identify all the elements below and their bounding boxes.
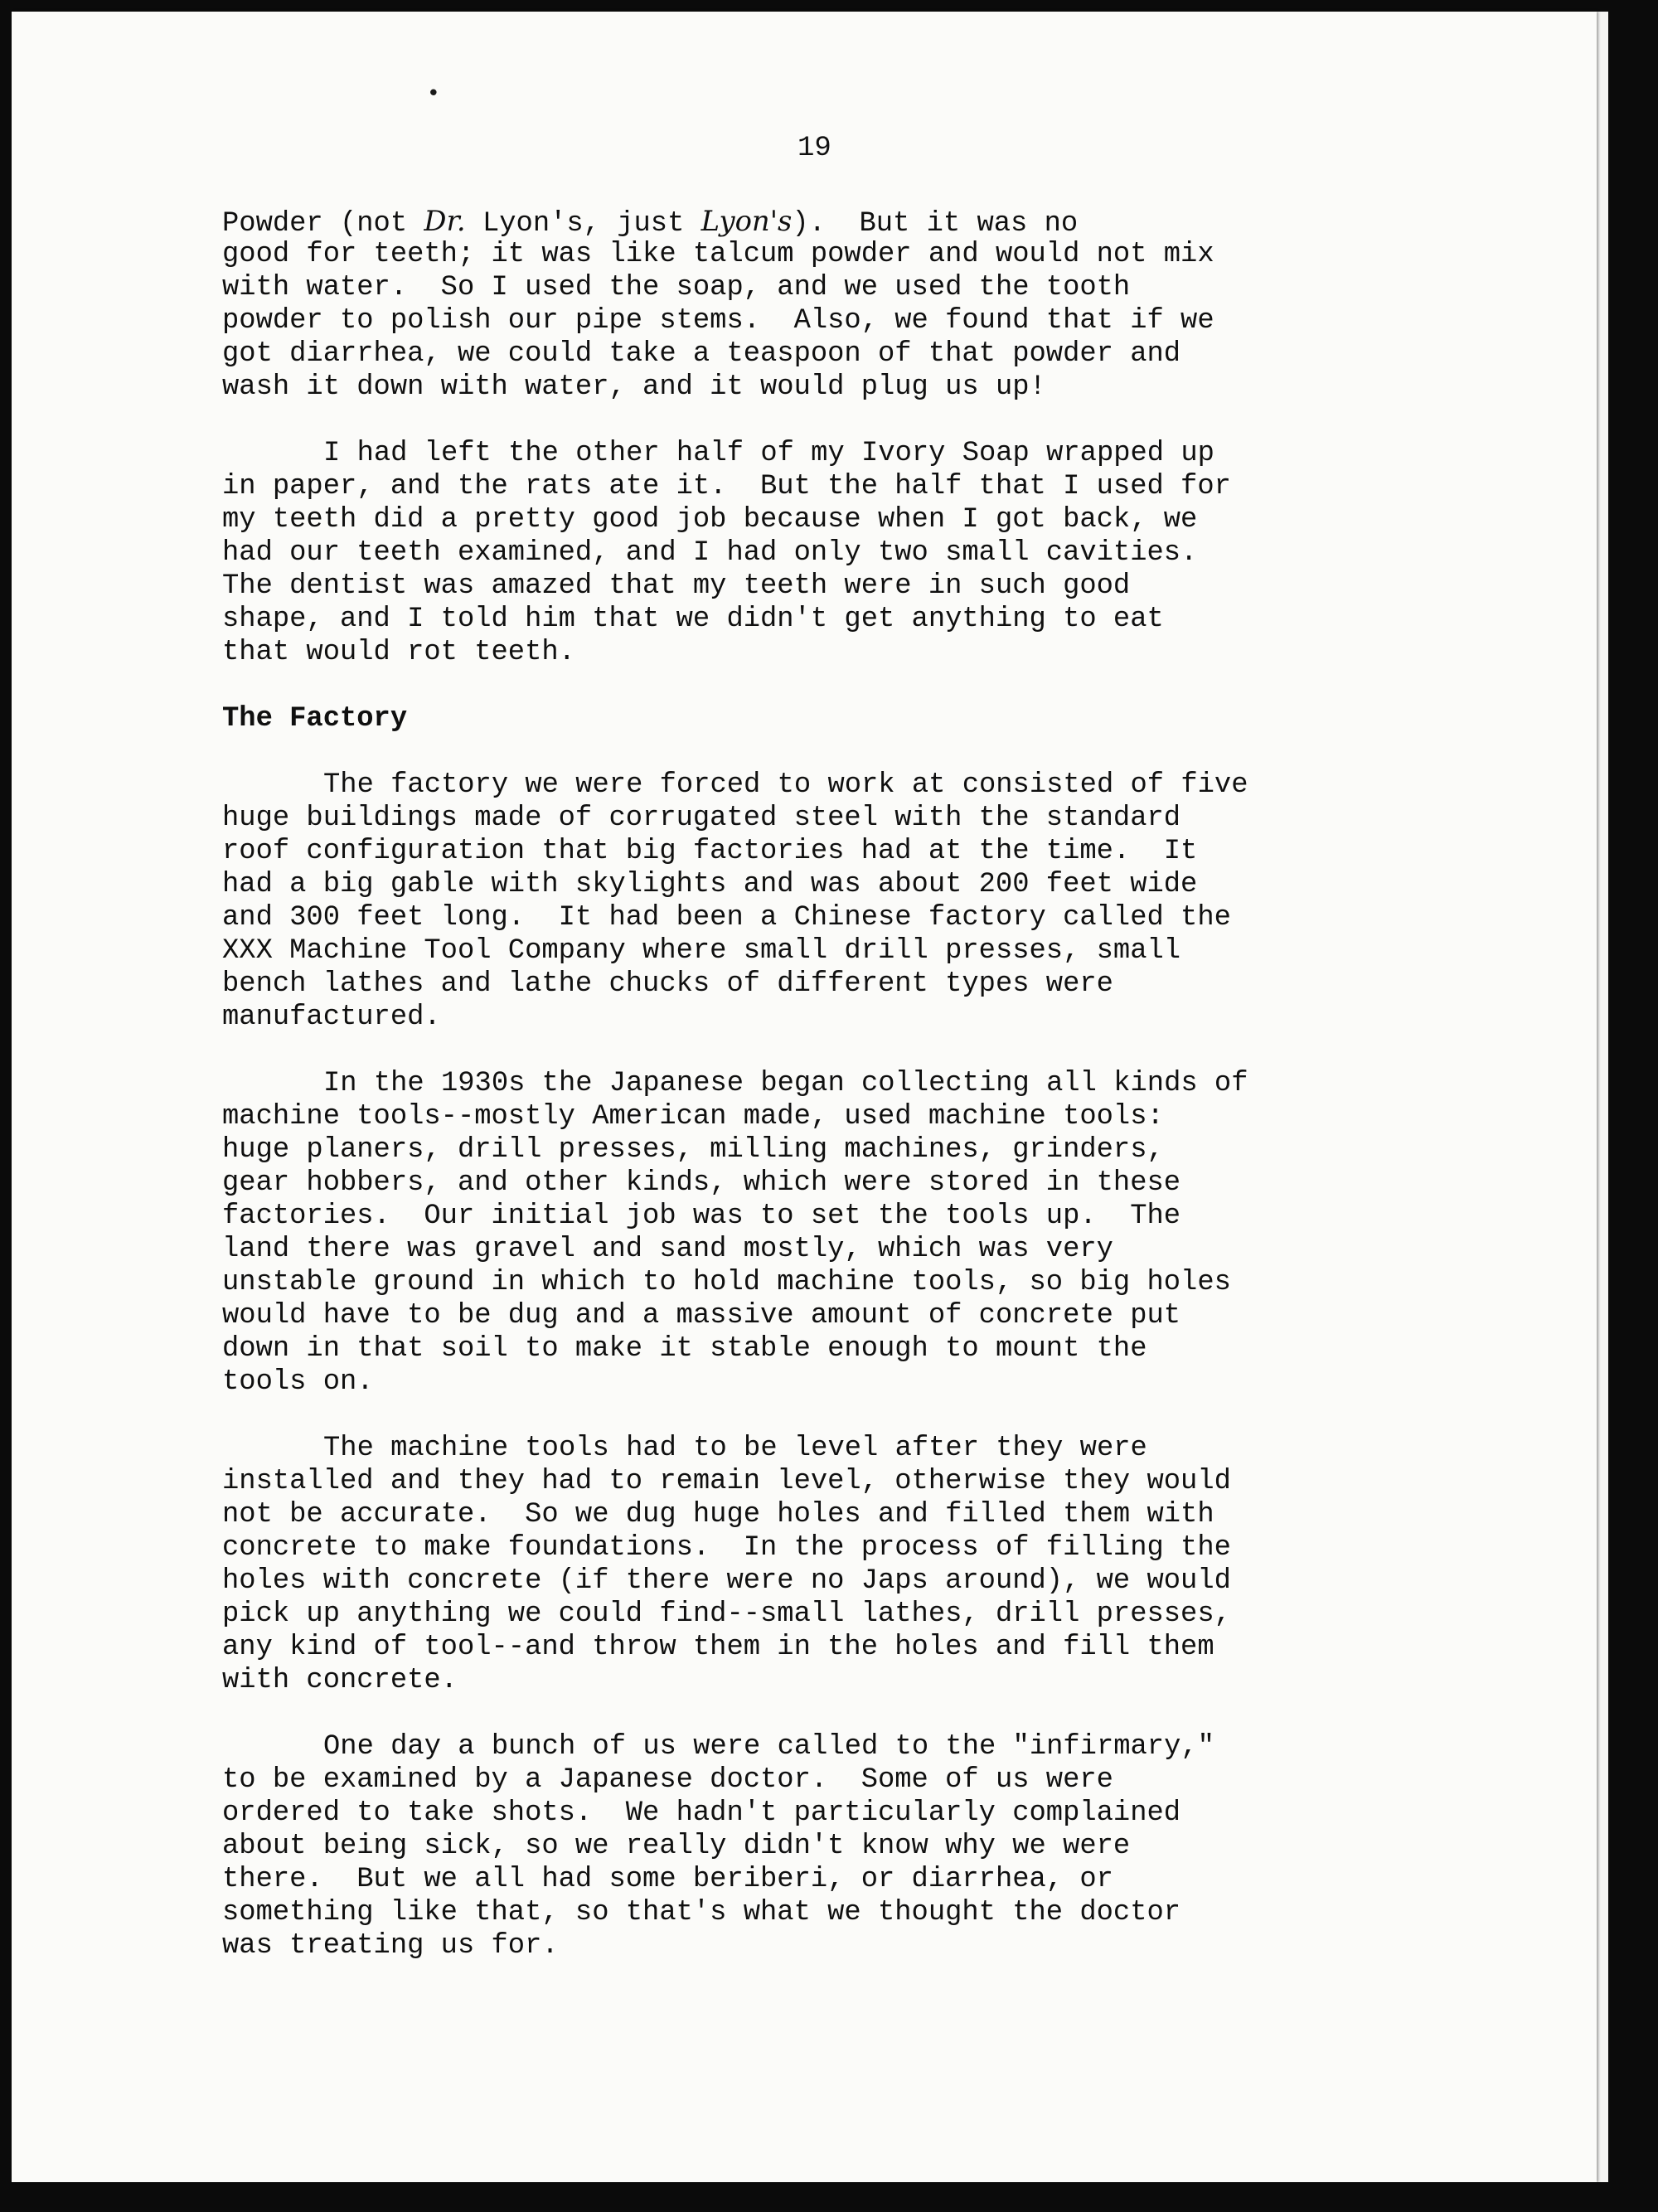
text-line: factories. Our initial job was to set the tools up. The xyxy=(222,1201,1181,1232)
page-number: 19 xyxy=(797,133,831,164)
text-line: The dentist was amazed that my teeth were in such good xyxy=(222,570,1131,602)
text-line: In the 1930s the Japanese began collecting all kinds of xyxy=(323,1068,1248,1099)
text-line: pick up anything we could find--small lathes, drill presses, xyxy=(222,1598,1231,1630)
text-line: holes with concrete (if there were no Japs around), we would xyxy=(222,1565,1231,1597)
text-line: huge buildings made of corrugated steel with the standard xyxy=(222,803,1181,834)
text-line: machine tools--mostly American made, used machine tools: xyxy=(222,1101,1164,1133)
document-page xyxy=(12,12,1597,2182)
text-line: something like that, so that's what we thought the doctor xyxy=(222,1897,1181,1928)
text-line: installed and they had to remain level, otherwise they would xyxy=(222,1466,1231,1497)
text-line: The factory we were forced to work at consisted of five xyxy=(323,769,1248,801)
text-line: manufactured. xyxy=(222,1002,441,1033)
text-line: my teeth did a pretty good job because when I got back, we xyxy=(222,504,1198,536)
text-line: powder to polish our pipe stems. Also, we found that if we xyxy=(222,305,1214,337)
paragraph-ivory-soap xyxy=(222,437,1416,669)
text-line: roof configuration that big factories had at the time. It xyxy=(222,836,1198,867)
text-line: with concrete. xyxy=(222,1665,458,1696)
text-line: huge planers, drill presses, milling machines, grinders, xyxy=(222,1134,1164,1166)
text-line: Powder (not Dr. Lyon's, just Lyon's). But it was no xyxy=(222,205,1079,240)
text-line: tools on. xyxy=(222,1366,374,1398)
text-line: down in that soil to make it stable enough to mount the xyxy=(222,1333,1147,1365)
paragraph-infirmary xyxy=(222,1730,1416,1962)
text-line: ordered to take shots. We hadn't particularly complained xyxy=(222,1797,1181,1829)
text-line: shape, and I told him that we didn't get anything to eat xyxy=(222,604,1164,635)
paragraph-machine-tools xyxy=(222,1067,1416,1399)
text-line: would have to be dug and a massive amount of concrete put xyxy=(222,1300,1181,1332)
text-line: to be examined by a Japanese doctor. Some of us were xyxy=(222,1764,1113,1796)
text-line: The machine tools had to be level after they were xyxy=(323,1433,1147,1464)
text-line: bench lathes and lathe chucks of different types were xyxy=(222,968,1113,1000)
text-line: and 300 feet long. It had been a Chinese factory called the xyxy=(222,902,1231,934)
text-line: that would rot teeth. xyxy=(222,637,575,668)
page-body-text xyxy=(222,205,1416,1962)
handwritten-correction: Dr. xyxy=(424,205,466,237)
text-line: unstable ground in which to hold machine tools, so big holes xyxy=(222,1267,1231,1298)
text-line: got diarrhea, we could take a teaspoon of that powder and xyxy=(222,338,1181,370)
paragraph-concrete-foundations xyxy=(222,1432,1416,1697)
text-line: there. But we all had some beriberi, or diarrhea, or xyxy=(222,1864,1113,1895)
text-line: One day a bunch of us were called to the "infirmary," xyxy=(323,1731,1214,1763)
text-line: gear hobbers, and other kinds, which were stored in these xyxy=(222,1167,1181,1199)
text-line: I had left the other half of my Ivory Soap wrapped up xyxy=(323,438,1214,469)
text-line: had a big gable with skylights and was about 200 feet wide xyxy=(222,869,1198,900)
text-line: in paper, and the rats ate it. But the half that I used for xyxy=(222,471,1231,502)
paragraph-factory-description xyxy=(222,769,1416,1034)
text-line: was treating us for. xyxy=(222,1930,559,1962)
text-line: good for teeth; it was like talcum powder and would not mix xyxy=(222,239,1214,270)
stray-ink-mark: • xyxy=(427,81,440,106)
text-line: XXX Machine Tool Company where small drill presses, small xyxy=(222,935,1181,967)
text-line: concrete to make foundations. In the process of filling the xyxy=(222,1532,1231,1564)
text-line: land there was gravel and sand mostly, which was very xyxy=(222,1234,1113,1265)
text-line: had our teeth examined, and I had only two small cavities. xyxy=(222,537,1198,569)
text-line: with water. So I used the soap, and we used the tooth xyxy=(222,272,1131,303)
paragraph-tooth-powder xyxy=(222,205,1416,404)
text-line: wash it down with water, and it would plug us up! xyxy=(222,371,1046,403)
handwritten-correction: Lyon's xyxy=(701,205,793,237)
text-line: about being sick, so we really didn't know why we were xyxy=(222,1831,1131,1862)
text-line: not be accurate. So we dug huge holes and filled them with xyxy=(222,1499,1214,1530)
section-heading: The Factory xyxy=(222,703,408,735)
text-line: any kind of tool--and throw them in the holes and fill them xyxy=(222,1632,1214,1663)
